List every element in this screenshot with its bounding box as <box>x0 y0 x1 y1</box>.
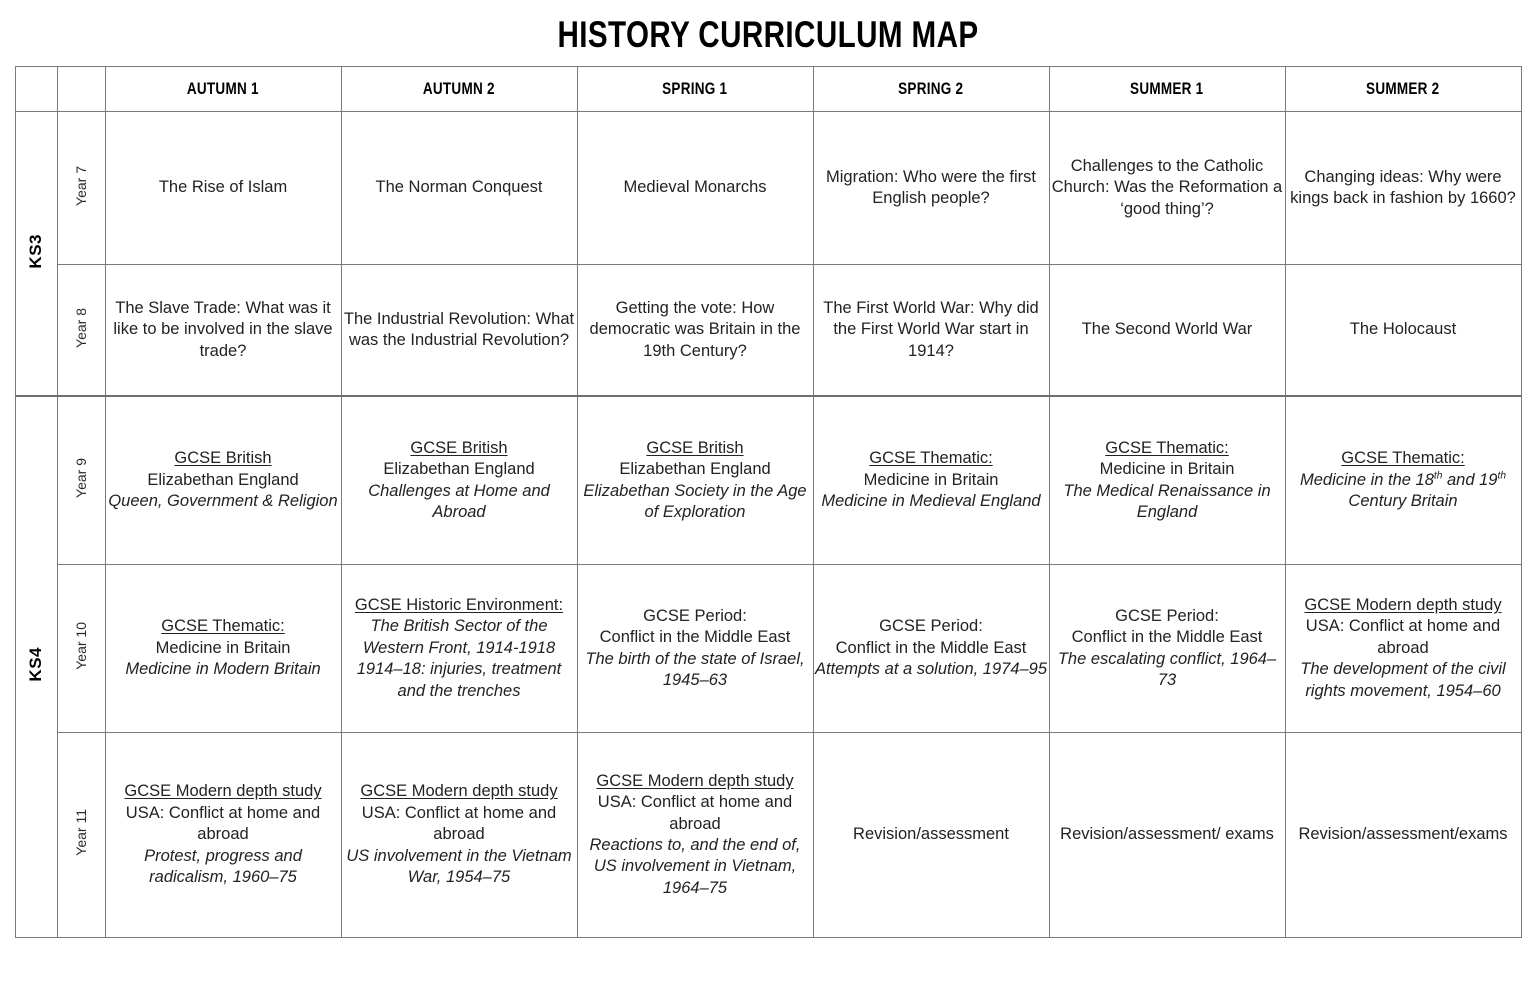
cell-line: Medieval Monarchs <box>623 178 767 197</box>
cell-y11-summer-1[interactable] <box>1049 733 1285 938</box>
cell-line: The Slave Trade: What was it like to be involved in the slave trade? <box>113 298 333 360</box>
column-header-spring-2[interactable] <box>813 67 1049 112</box>
cell-line: The First World War: Why did the First World War start in 1914? <box>823 298 1039 360</box>
cell-line: GCSE Period: <box>1115 606 1219 625</box>
cell-y9-spring-1[interactable] <box>577 396 813 565</box>
cell-y7-autumn-2[interactable] <box>341 112 577 265</box>
cell-line: Revision/assessment/exams <box>1298 825 1508 844</box>
column-header-summer-2[interactable] <box>1285 67 1521 112</box>
cell-line: Reactions to, and the end of, US involvement in Vietnam, 1964–75 <box>589 836 801 897</box>
table-row-year-11 <box>15 733 1521 938</box>
cell-line: GCSE British <box>174 449 272 468</box>
cell-line: Protest, progress and radicalism, 1960–75 <box>144 846 302 887</box>
cell-y9-spring-2[interactable] <box>813 396 1049 565</box>
year-8-text: Year 8 <box>73 307 89 348</box>
year-7-text: Year 7 <box>73 165 89 206</box>
cell-y10-summer-2[interactable] <box>1285 565 1521 733</box>
table-body <box>15 112 1521 938</box>
cell-line: GCSE British <box>410 438 508 457</box>
year-9-text: Year 9 <box>73 458 89 498</box>
cell-y8-spring-1[interactable] <box>577 265 813 397</box>
cell-line: GCSE Thematic: <box>161 617 285 636</box>
cell-y10-summer-1[interactable] <box>1049 565 1285 733</box>
column-header-autumn-1[interactable] <box>105 67 341 112</box>
cell-line: Elizabethan Society in the Age of Exploration <box>583 481 807 521</box>
cell-y9-summer-1[interactable] <box>1049 396 1285 565</box>
cell-y11-spring-1[interactable] <box>577 733 813 938</box>
cell-line: Migration: Who were the first English people? <box>826 167 1036 207</box>
cell-line: USA: Conflict at home and abroad <box>597 793 793 833</box>
table-header-row <box>15 67 1521 112</box>
cell-y10-autumn-2[interactable] <box>341 565 577 733</box>
cell-line: Medicine in the 18th and 19th Century Britain <box>1299 470 1507 511</box>
cell-line: GCSE Thematic: <box>869 449 993 468</box>
cell-y8-autumn-1[interactable] <box>105 265 341 397</box>
cell-line: GCSE Period: <box>643 606 747 625</box>
cell-line: The Holocaust <box>1349 320 1457 339</box>
cell-line: Revision/assessment/ exams <box>1060 825 1274 844</box>
year-10-text: Year 10 <box>73 622 89 670</box>
cell-y11-autumn-1[interactable] <box>105 733 341 938</box>
cell-y9-autumn-1[interactable] <box>105 396 341 565</box>
cell-line: GCSE Historic Environment: <box>354 595 564 614</box>
cell-y9-autumn-2[interactable] <box>341 396 577 565</box>
cell-y8-autumn-2[interactable] <box>341 265 577 397</box>
cell-line: Medicine in Modern Britain <box>125 660 321 679</box>
cell-y10-autumn-1[interactable] <box>105 565 341 733</box>
cell-y7-summer-2[interactable] <box>1285 112 1521 265</box>
cell-line: The Second World War <box>1081 320 1253 339</box>
curriculum-map-table <box>15 66 1522 938</box>
cell-line: Medicine in Britain <box>863 470 999 489</box>
cell-line: Getting the vote: How democratic was Britain in the 19th Century? <box>589 298 801 360</box>
cell-y10-spring-1[interactable] <box>577 565 813 733</box>
cell-line: The Medical Renaissance in England <box>1063 481 1271 521</box>
cell-line: GCSE Thematic: <box>1105 438 1229 457</box>
cell-line: Elizabethan England <box>383 460 535 479</box>
cell-line: The British Sector of the Western Front, 1914-1918 1914–18: injuries, treatment and the trenches <box>356 617 562 700</box>
cell-y11-summer-2[interactable] <box>1285 733 1521 938</box>
year-label-year-11 <box>57 733 105 938</box>
year-11-text: Year 11 <box>73 809 89 856</box>
cell-y11-spring-2[interactable] <box>813 733 1049 938</box>
cell-y10-spring-2[interactable] <box>813 565 1049 733</box>
cell-line: Conflict in the Middle East <box>599 628 791 647</box>
header-corner-blank <box>15 67 57 112</box>
column-header-spring-1-label: SPRING 1 <box>662 79 728 98</box>
cell-line: The Rise of Islam <box>158 178 288 197</box>
cell-line: Conflict in the Middle East <box>1071 628 1263 647</box>
key-stage-label-ks3 <box>15 112 57 397</box>
cell-y9-summer-2[interactable] <box>1285 396 1521 565</box>
cell-line: Challenges at Home and Abroad <box>368 481 550 521</box>
header-year-column-spacer <box>57 67 105 112</box>
cell-line: USA: Conflict at home and abroad <box>125 803 321 844</box>
cell-line: GCSE Thematic: <box>1341 449 1465 468</box>
year-label-year-10 <box>57 565 105 733</box>
key-stage-ks4-text: KS4 <box>26 647 45 682</box>
cell-line: Medicine in Britain <box>155 638 291 657</box>
year-label-year-8 <box>57 265 105 397</box>
cell-y7-summer-1[interactable] <box>1049 112 1285 265</box>
page-title: HISTORY CURRICULUM MAP <box>557 14 979 55</box>
year-label-year-7 <box>57 112 105 265</box>
cell-line: Elizabethan England <box>147 470 299 489</box>
cell-y7-autumn-1[interactable] <box>105 112 341 265</box>
cell-y8-summer-2[interactable] <box>1285 265 1521 397</box>
column-header-spring-2-label: SPRING 2 <box>898 79 964 98</box>
cell-line: The birth of the state of Israel, 1945–63 <box>585 649 805 689</box>
column-header-summer-1-label: SUMMER 1 <box>1130 79 1204 98</box>
key-stage-ks3-text: KS3 <box>26 233 45 269</box>
cell-line: US involvement in the Vietnam War, 1954–75 <box>346 846 572 887</box>
key-stage-label-ks4 <box>15 396 57 938</box>
column-header-summer-2-label: SUMMER 2 <box>1366 79 1440 98</box>
cell-line: Conflict in the Middle East <box>835 638 1027 657</box>
table-row-year-10 <box>15 565 1521 733</box>
cell-y7-spring-1[interactable] <box>577 112 813 265</box>
cell-line: Medicine in Britain <box>1099 460 1235 479</box>
cell-line: Challenges to the Catholic Church: Was the Reformation a ‘good thing’? <box>1051 156 1283 218</box>
cell-line: USA: Conflict at home and abroad <box>361 803 557 844</box>
cell-line: Attempts at a solution, 1974–95 <box>814 660 1048 679</box>
cell-y8-summer-1[interactable] <box>1049 265 1285 397</box>
cell-line: GCSE Modern depth study <box>596 771 794 790</box>
cell-line: The escalating conflict, 1964–73 <box>1057 649 1277 689</box>
column-header-summer-1[interactable] <box>1049 67 1285 112</box>
cell-line: Queen, Government & Religion <box>108 492 338 511</box>
column-header-autumn-2-label: AUTUMN 2 <box>423 79 495 98</box>
table-row-year-8 <box>15 265 1521 397</box>
cell-line: The Industrial Revolution: What was the Industrial Revolution? <box>343 309 575 349</box>
cell-y8-spring-2[interactable] <box>813 265 1049 397</box>
column-header-autumn-2[interactable] <box>341 67 577 112</box>
cell-y7-spring-2[interactable] <box>813 112 1049 265</box>
cell-line: The Norman Conquest <box>375 178 543 197</box>
table-row-year-7 <box>15 112 1521 265</box>
column-header-spring-1[interactable] <box>577 67 813 112</box>
cell-line: USA: Conflict at home and abroad <box>1305 617 1501 657</box>
cell-line: GCSE Modern depth study <box>360 782 558 801</box>
cell-line: GCSE Modern depth study <box>124 782 322 801</box>
cell-line: GCSE Modern depth study <box>1304 595 1502 614</box>
cell-line: Elizabethan England <box>619 460 771 479</box>
cell-line: Revision/assessment <box>853 825 1009 844</box>
cell-line: Medicine in Medieval England <box>821 492 1041 511</box>
cell-y11-autumn-2[interactable] <box>341 733 577 938</box>
column-header-autumn-1-label: AUTUMN 1 <box>187 79 259 98</box>
table-row-year-9 <box>15 396 1521 565</box>
cell-line: GCSE Period: <box>879 617 983 636</box>
year-label-year-9 <box>57 396 105 565</box>
cell-line: GCSE British <box>646 438 744 457</box>
cell-line: The development of the civil rights movement, 1954–60 <box>1300 660 1506 700</box>
cell-line: Changing ideas: Why were kings back in fashion by 1660? <box>1290 167 1516 207</box>
